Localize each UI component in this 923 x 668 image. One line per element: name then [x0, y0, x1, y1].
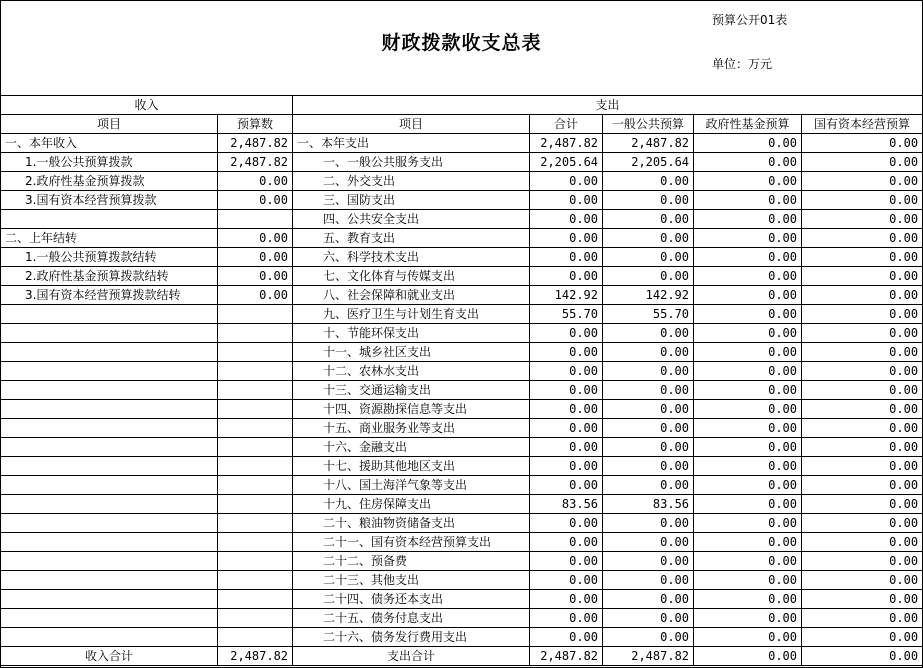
table-row: [1, 210, 923, 229]
expense-soe-cell: 0.00: [802, 172, 923, 191]
expense-total-cell: 0.00: [530, 438, 603, 457]
income-value: [218, 514, 293, 533]
expense-total-cell: 0.00: [530, 362, 603, 381]
expense-total-cell: 0.00: [530, 533, 603, 552]
expense-item: 九、医疗卫生与计划生育支出: [293, 305, 530, 324]
income-value: [218, 210, 293, 229]
expense-item: 十二、农林水支出: [293, 362, 530, 381]
table-row: [1, 305, 923, 324]
expense-item: 十五、商业服务业等支出: [293, 419, 530, 438]
income-item: [1, 400, 218, 419]
expense-soe-cell: 0.00: [802, 495, 923, 514]
expense-total-cell: 0.00: [530, 343, 603, 362]
expense-fund-cell: 0.00: [694, 153, 802, 172]
table-row: [1, 628, 923, 647]
expense-total-cell: 0.00: [530, 191, 603, 210]
expense-fund-cell: 0.00: [694, 628, 802, 647]
expense-total-cell: 0.00: [530, 267, 603, 286]
expense-total-general: 2,487.82: [603, 647, 694, 666]
expense-general-cell: 0.00: [603, 552, 694, 571]
expense-soe-cell: 0.00: [802, 381, 923, 400]
expense-general-cell: 0.00: [603, 514, 694, 533]
expense-total-cell: 142.92: [530, 286, 603, 305]
expense-general-cell: 0.00: [603, 476, 694, 495]
expense-total-cell: 0.00: [530, 552, 603, 571]
income-item: [1, 533, 218, 552]
expense-fund-cell: 0.00: [694, 229, 802, 248]
income-item: [1, 343, 218, 362]
expense-soe-cell: 0.00: [802, 609, 923, 628]
expense-item: 二十三、其他支出: [293, 571, 530, 590]
col-expense-item: 项目: [293, 115, 530, 134]
table-row: [1, 191, 923, 210]
expense-fund-cell: 0.00: [694, 210, 802, 229]
table-row: [1, 457, 923, 476]
expense-general-cell: 0.00: [603, 609, 694, 628]
expense-total-cell: 0.00: [530, 419, 603, 438]
col-soe-budget: 国有资本经营预算: [802, 115, 923, 134]
expense-item: 十九、住房保障支出: [293, 495, 530, 514]
expense-total-soe: 0.00: [802, 647, 923, 666]
income-value: [218, 571, 293, 590]
expense-general-cell: 55.70: [603, 305, 694, 324]
expense-soe-cell: 0.00: [802, 286, 923, 305]
income-item: [1, 552, 218, 571]
income-value: 0.00: [218, 248, 293, 267]
income-item: 二、上年结转: [1, 229, 218, 248]
expense-fund-cell: 0.00: [694, 476, 802, 495]
expense-soe-cell: 0.00: [802, 324, 923, 343]
page-title: 财政拨款收支总表: [381, 32, 542, 54]
income-value: 0.00: [218, 229, 293, 248]
expense-total-cell: 0.00: [530, 381, 603, 400]
expense-soe-cell: 0.00: [802, 533, 923, 552]
expense-soe-cell: 0.00: [802, 343, 923, 362]
table-row: [1, 343, 923, 362]
expense-fund-cell: 0.00: [694, 495, 802, 514]
income-item: 2.政府性基金预算拨款: [1, 172, 218, 191]
expense-fund-cell: 0.00: [694, 514, 802, 533]
col-fund-budget: 政府性基金预算: [694, 115, 802, 134]
expense-fund-cell: 0.00: [694, 552, 802, 571]
expense-total-cell: 2,487.82: [530, 134, 603, 153]
income-value: [218, 533, 293, 552]
table-row: [1, 362, 923, 381]
expense-general-cell: 142.92: [603, 286, 694, 305]
expense-fund-cell: 0.00: [694, 590, 802, 609]
income-item: [1, 514, 218, 533]
expense-total-cell: 0.00: [530, 609, 603, 628]
expense-total-cell: 0.00: [530, 590, 603, 609]
expense-item: 十八、国土海洋气象等支出: [293, 476, 530, 495]
expense-general-cell: 0.00: [603, 571, 694, 590]
expense-general-cell: 2,487.82: [603, 134, 694, 153]
table-row: [1, 609, 923, 628]
expense-fund-cell: 0.00: [694, 419, 802, 438]
table-row: [1, 267, 923, 286]
expense-total-cell: 0.00: [530, 514, 603, 533]
expense-soe-cell: 0.00: [802, 438, 923, 457]
expense-total-fund: 0.00: [694, 647, 802, 666]
expense-fund-cell: 0.00: [694, 533, 802, 552]
expense-fund-cell: 0.00: [694, 172, 802, 191]
expense-general-cell: 0.00: [603, 362, 694, 381]
income-item: [1, 590, 218, 609]
table-row: [1, 286, 923, 305]
expense-general-cell: 0.00: [603, 229, 694, 248]
expense-fund-cell: 0.00: [694, 286, 802, 305]
expense-fund-cell: 0.00: [694, 457, 802, 476]
income-item: [1, 628, 218, 647]
expense-group-header: 支出: [293, 96, 923, 115]
income-value: [218, 476, 293, 495]
expense-fund-cell: 0.00: [694, 324, 802, 343]
income-value: [218, 495, 293, 514]
income-value: 0.00: [218, 286, 293, 305]
expense-item: 三、国防支出: [293, 191, 530, 210]
expense-item: 十六、金融支出: [293, 438, 530, 457]
table-row: [1, 400, 923, 419]
income-item: [1, 362, 218, 381]
expense-general-cell: 0.00: [603, 343, 694, 362]
expense-fund-cell: 0.00: [694, 343, 802, 362]
expense-general-cell: 0.00: [603, 267, 694, 286]
expense-fund-cell: 0.00: [694, 438, 802, 457]
income-item: [1, 609, 218, 628]
expense-fund-cell: 0.00: [694, 267, 802, 286]
expense-item: 二十一、国有资本经营预算支出: [293, 533, 530, 552]
expense-general-cell: 0.00: [603, 628, 694, 647]
expense-item: 七、文化体育与传媒支出: [293, 267, 530, 286]
expense-fund-cell: 0.00: [694, 191, 802, 210]
expense-total-cell: 0.00: [530, 324, 603, 343]
expense-fund-cell: 0.00: [694, 248, 802, 267]
income-value: 2,487.82: [218, 153, 293, 172]
expense-soe-cell: 0.00: [802, 571, 923, 590]
income-value: [218, 381, 293, 400]
totals-row: [1, 647, 923, 666]
expense-total-cell: 0.00: [530, 229, 603, 248]
income-item: 3.国有资本经营预算拨款结转: [1, 286, 218, 305]
expense-total-cell: 0.00: [530, 172, 603, 191]
expense-general-cell: 0.00: [603, 381, 694, 400]
income-value: 0.00: [218, 267, 293, 286]
expense-item: 十七、援助其他地区支出: [293, 457, 530, 476]
income-value: 0.00: [218, 172, 293, 191]
expense-total-cell: 55.70: [530, 305, 603, 324]
expense-item: 二十六、债务发行费用支出: [293, 628, 530, 647]
expense-general-cell: 0.00: [603, 172, 694, 191]
expense-total-cell: 83.56: [530, 495, 603, 514]
expense-general-cell: 0.00: [603, 324, 694, 343]
expense-soe-cell: 0.00: [802, 134, 923, 153]
income-group-header: 收入: [1, 96, 293, 115]
expense-soe-cell: 0.00: [802, 419, 923, 438]
income-value: [218, 552, 293, 571]
income-value: [218, 457, 293, 476]
table-row: [1, 476, 923, 495]
expense-soe-cell: 0.00: [802, 191, 923, 210]
expense-soe-cell: 0.00: [802, 400, 923, 419]
expense-total-cell: 0.00: [530, 476, 603, 495]
expense-general-cell: 0.00: [603, 533, 694, 552]
expense-total-cell: 0.00: [530, 628, 603, 647]
income-item: 1.一般公共预算拨款结转: [1, 248, 218, 267]
expense-item: 一、本年支出: [293, 134, 530, 153]
expense-general-cell: 0.00: [603, 419, 694, 438]
table-row: [1, 552, 923, 571]
income-value: [218, 590, 293, 609]
expense-general-cell: 83.56: [603, 495, 694, 514]
expense-soe-cell: 0.00: [802, 628, 923, 647]
income-total-label: 收入合计: [1, 647, 218, 666]
expense-fund-cell: 0.00: [694, 362, 802, 381]
expense-soe-cell: 0.00: [802, 476, 923, 495]
income-item: [1, 571, 218, 590]
expense-soe-cell: 0.00: [802, 153, 923, 172]
col-total: 合计: [530, 115, 603, 134]
expense-general-cell: 0.00: [603, 191, 694, 210]
expense-general-cell: 0.00: [603, 438, 694, 457]
expense-fund-cell: 0.00: [694, 381, 802, 400]
expense-soe-cell: 0.00: [802, 514, 923, 533]
expense-general-cell: 0.00: [603, 210, 694, 229]
expense-general-cell: 2,205.64: [603, 153, 694, 172]
income-item: [1, 457, 218, 476]
expense-item: 四、公共安全支出: [293, 210, 530, 229]
expense-item: 二十四、债务还本支出: [293, 590, 530, 609]
expense-fund-cell: 0.00: [694, 609, 802, 628]
expense-total: 2,487.82: [530, 647, 603, 666]
table-row: [1, 134, 923, 153]
income-value: [218, 438, 293, 457]
expense-item: 十三、交通运输支出: [293, 381, 530, 400]
income-value: 0.00: [218, 191, 293, 210]
expense-soe-cell: 0.00: [802, 210, 923, 229]
expense-total-cell: 0.00: [530, 248, 603, 267]
expense-fund-cell: 0.00: [694, 400, 802, 419]
expense-item: 六、科学技术支出: [293, 248, 530, 267]
expense-soe-cell: 0.00: [802, 267, 923, 286]
col-income-budget: 预算数: [218, 115, 293, 134]
table-row: [1, 514, 923, 533]
expense-item: 十、节能环保支出: [293, 324, 530, 343]
income-value: [218, 305, 293, 324]
expense-fund-cell: 0.00: [694, 134, 802, 153]
income-value: [218, 628, 293, 647]
expense-general-cell: 0.00: [603, 400, 694, 419]
expense-soe-cell: 0.00: [802, 362, 923, 381]
expense-item: 二十二、预备费: [293, 552, 530, 571]
expense-fund-cell: 0.00: [694, 571, 802, 590]
table-row: [1, 248, 923, 267]
income-value: [218, 400, 293, 419]
form-code: 预算公开01表: [712, 13, 788, 27]
income-item: [1, 305, 218, 324]
expense-fund-cell: 0.00: [694, 305, 802, 324]
expense-item: 二、外交支出: [293, 172, 530, 191]
income-item: 1.一般公共预算拨款: [1, 153, 218, 172]
expense-general-cell: 0.00: [603, 248, 694, 267]
income-item: 2.政府性基金预算拨款结转: [1, 267, 218, 286]
expense-general-cell: 0.00: [603, 457, 694, 476]
income-item: 3.国有资本经营预算拨款: [1, 191, 218, 210]
expense-soe-cell: 0.00: [802, 229, 923, 248]
expense-item: 二十、粮油物资储备支出: [293, 514, 530, 533]
budget-table: [0, 95, 923, 666]
expense-total-cell: 0.00: [530, 400, 603, 419]
table-row: [1, 381, 923, 400]
expense-soe-cell: 0.00: [802, 305, 923, 324]
expense-soe-cell: 0.00: [802, 457, 923, 476]
expense-item: 一、一般公共服务支出: [293, 153, 530, 172]
table-row: [1, 533, 923, 552]
income-item: [1, 495, 218, 514]
table-row: [1, 172, 923, 191]
col-income-item: 项目: [1, 115, 218, 134]
income-item: 一、本年收入: [1, 134, 218, 153]
expense-general-cell: 0.00: [603, 590, 694, 609]
table-row: [1, 438, 923, 457]
expense-total-label: 支出合计: [293, 647, 530, 666]
expense-soe-cell: 0.00: [802, 590, 923, 609]
income-value: [218, 419, 293, 438]
expense-soe-cell: 0.00: [802, 248, 923, 267]
table-row: [1, 495, 923, 514]
income-item: [1, 210, 218, 229]
table-row: [1, 324, 923, 343]
income-value: [218, 324, 293, 343]
expense-total-cell: 0.00: [530, 571, 603, 590]
income-total-value: 2,487.82: [218, 647, 293, 666]
income-item: [1, 381, 218, 400]
table-row: [1, 419, 923, 438]
income-item: [1, 324, 218, 343]
table-row: [1, 590, 923, 609]
expense-item: 二十五、债务付息支出: [293, 609, 530, 628]
table-row: [1, 229, 923, 248]
income-item: [1, 438, 218, 457]
expense-soe-cell: 0.00: [802, 552, 923, 571]
expense-item: 十四、资源勘探信息等支出: [293, 400, 530, 419]
expense-total-cell: 0.00: [530, 210, 603, 229]
expense-total-cell: 0.00: [530, 457, 603, 476]
col-general-budget: 一般公共预算: [603, 115, 694, 134]
income-item: [1, 476, 218, 495]
expense-item: 八、社会保障和就业支出: [293, 286, 530, 305]
expense-item: 十一、城乡社区支出: [293, 343, 530, 362]
table-row: [1, 153, 923, 172]
table-row: [1, 571, 923, 590]
income-value: [218, 609, 293, 628]
expense-item: 五、教育支出: [293, 229, 530, 248]
income-value: [218, 362, 293, 381]
income-item: [1, 419, 218, 438]
unit-label: 单位：万元: [712, 57, 773, 71]
income-value: 2,487.82: [218, 134, 293, 153]
income-value: [218, 343, 293, 362]
expense-total-cell: 2,205.64: [530, 153, 603, 172]
